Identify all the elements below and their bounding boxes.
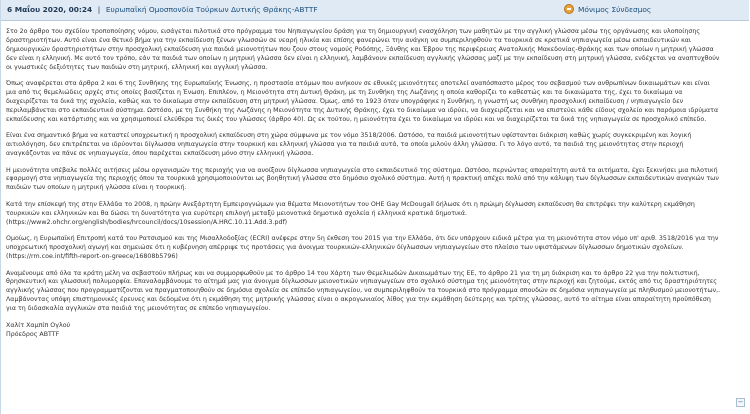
link-icon	[564, 4, 574, 14]
signature-title: Πρόεδρος ABTTF	[6, 330, 60, 338]
meta-separator: |	[97, 5, 101, 14]
post-meta	[7, 5, 318, 14]
body-paragraph-4: Η μειονότητα υπέβαλε πολλές αιτήσεις μέσω οργανισμών της περιοχής για να ανοίξουν δίγλωσσα νηπιαγωγεία στο εκπαιδευτικό της σύστημα. Ωστόσο, περνώντας απαραίτητη αυτά τα αιτήματα, έχει ξεκινήσει μια πιλοτική εφαρμογή στα νηπιαγωγεία της περιοχής όπου τα τουρκικά χρησιμοποιούνται ως βοηθητική γλώσσα στο δημόσιο σχολικό σύστημα. Αυτή η πρακτική απέχει πολύ από την κάλυψη των δίγλωσσων εκπαιδευτικών αναγκών των παιδιών των οποίων η μητρική γλώσσα είναι η τουρκική.	[6, 166, 719, 192]
body-paragraph-7: Αναμένουμε από όλα τα κράτη μέλη να σεβαστούν πλήρως και να συμμορφωθούν με το άρθρο 14 του Χάρτη των Θεμελιωδών Δικαιωμάτων της ΕΕ, το άρθρο 21 για τη μη διάκριση και το άρθρο 22 για την πολιτιστική, θρησκευτική και γλωσσική πολυμορφία. Επαναλαμβάνουμε το αίτημά μας για άνοιγμα δίγλωσσων μειονοτικών νηπιαγωγείων στο σχολικό σύστημα της μειονότητας στην περιοχή και ζητούμε, εκτός από τις δραστηριότητες αγγλικής γλώσσας που προγραμματίζονται να πραγματοποιηθούν σε δημόσια σχολεία σε επίπεδο νηπιαγωγείου, να συμπεριληφθούν τα τουρκικά στο πρόγραμμα σπουδών σε δημόσια νηπιαγωγεία με πληθυσμού μειονοτήτων,. Λαμβάνοντας υπόψη επιστημονικές έρευνες και δεδομένα ότι η εκμάθηση της μητρικής γλώσσας είναι ο ακρογωνιαίος λίθος για την εκμάθηση δεύτερης και τρίτης γλώσσας, αυτό το αίτημα είναι απαραίτητη προϋπόθεση για τη διδασκαλία αγγλικών στα παιδιά της μειονότητας σε επίπεδο νηπιαγωγείου.	[6, 269, 721, 313]
signature-name: Χαλίτ Χαμπίπ Ογλού	[6, 321, 71, 329]
collapse-button[interactable]: −	[737, 398, 744, 406]
post-body	[6, 28, 721, 339]
body-paragraph-3: Είναι ένα σημαντικό βήμα να καταστεί υποχρεωτική η προσχολική εκπαίδευση στη χώρα σύμφωνα με τον νόμο 3518/2006. Ωστόσο, τα παιδιά μειονοτήτων υφίστανται διάκριση καθώς χωρίς συγκεκριμένη και λογική αιτιολόγηση, δεν επιτρέπεται να ιδρύονται δίγλωσσα νηπιαγωγεία στην τουρκική και ελληνική γλώσσα για τα παιδιά αυτά, τα οποία μιλούν άλλη γλώσσα. Γι το λόγο αυτό, τα παιδιά της μειονότητας στην περιοχή αναγκάζονται να πάνε σε νηπιαγωγεία, όπου παρέχεται εκπαίδευση μόνο στην ελληνική γλώσσα.	[6, 132, 692, 158]
post-header	[1, 0, 749, 21]
body-paragraph-5: Κατά την επίσκεψή της στην Ελλάδα το 2008, η πρώην Ανεξάρτητη Εμπειρογνώμων για θέματα Μειονοτήτων του ΟΗΕ Gay McDougall δήλωσε ότι η πρώιμη δίγλωσση εκπαίδευση θα επιτρέψει την καλύτερη εκμάθηση τουρκικών και ελληνικών και θα δώσει τη δυνατότητα για ευρύτερη επιλογή μεταξύ μειονοτικά δημοτικά σχολεία ή ελληνικά κρατικά δημοτικά. (https://www2.ohchr.org/english/bodies/hrcouncil/docs/10session/A.HRC.10.11.Add.3.pdf)	[6, 200, 695, 226]
post-author-link[interactable]: Ευρωπαϊκή Ομοσπονδία Τούρκων Δυτικής Θράκης-ABTTF	[105, 5, 318, 14]
body-paragraph-2: Όπως αναφέρεται στα άρθρα 2 και 6 της Συνθήκης της Ευρωπαϊκής Ένωσης, η προστασία ατόμων που ανήκουν σε εθνικές μειονότητες αποτελεί αναπόσπαστο μέρος του σεβασμού των ανθρωπίνων δικαιωμάτων και είναι μια από τις θεμελιώδεις αρχές στις οποίες βασίζεται η Ένωση. Επιπλέον, η Μειονότητα στη Δυτική Θράκη, με τη Συνθήκη της Λωζάνης η οποία καθορίζει το καθεστώς και τα δικαιώματα της, έχει το δικαίωμα να διαχειρίζεται τα δικά της σχολεία, καθώς και το δικαίωμα στην εκπαίδευση στη μητρική γλώσσα. Όμως, από το 1923 όταν υπογράφηκε η Συνθήκη, η γνωστή ως συνθήκη προσχολική εκπαίδευση / νηπιαγωγείο δεν περιλαμβάνεται στο εκπαιδευτικό σύστημα. Ωστόσο, με τη Συνθήκη της Λωζάνης η Μειονότητα της Δυτικής Θράκης, έχει το δικαίωμα να ιδρύει, να διαχειρίζεται και να επιστεύει κάθε είδους σχολείο και παρόμοια ιδρύματα εκπαίδευσης και κατάρτισης και να χρησιμοποιεί ελεύθερα τις δικές του γλώσσες (άρθρο 40). Ως εκ τούτου, η μειονότητα έχει το δικαίωμα να ιδρύει και να διαχειρίζεται τα δικά της νηπιαγωγεία σε προσχολικό επίπεδο.	[6, 80, 719, 123]
post-date: 6 Μαΐου 2020, 00:24	[7, 5, 93, 14]
body-paragraph-6: Ομοίως, η Ευρωπαϊκή Επιτροπή κατά του Ρατσισμού και της Μισαλλοδοξίας (ECRI) ανέφερε στην 5η έκθεση του 2015 για την Ελλάδα, ότι δεν υπάρχουν ειδικά μέτρα για τη μειονότητα στον νόμο υπ' αριθ. 3518/2016 για την υποχρεωτική προσχολική αγωγή και σημειώσε ότι η κυβέρνηση απέρριψε τις προτάσεις για άνοιγμα τουρκικών-ελληνικών δίγλωσσων νηπιαγωγείων στο πλαίσιο των υφιστάμενων δίγλωσσων δημοτικών σχολείων. (https://rm.coe.int/fifth-report-on-greece/16808b5796)	[6, 235, 719, 260]
permalink-label: Μόνιμος Σύνδεσμος	[578, 4, 652, 14]
permalink-link[interactable]	[564, 4, 651, 14]
body-paragraph-1: Στο 2ο άρθρο του σχεδίου τροποποίησης νόμου, εισάγεται πιλοτικά στο πρόγραμμα του Νηπιαγωγείου δράση για τη δημιουργική ενασχόληση των μαθητών με την αγγλική γλώσσα μέσω της οργάνωσης και υλοποίησης δραστηριοτήτων. Αυτό είναι ένα θετικό βήμα για την εκπαίδευση ξένων γλωσσών σε νεαρή ηλικία και επίσης φανερώνει την ανάγκη να συμπεριληφθούν τα τουρκικά σε κρατικά νηπιαγωγεία μέσω εκπαιδευτικών και δημιουργικών δραστηριοτήτων στην προσχολική εκπαίδευση για παιδιά μειονοτήτων που ζουν στους νομούς Ροδόπης, Ξάνθης και Έβρου της περιφέρειας Ανατολικής Μακεδονίας-Θράκης και των οποίων η μητρική γλώσσα δεν είναι η ελληνική. Με αυτό τον τρόπο, εάν τα παιδιά των οποίων η μητρική γλώσσα δεν είναι η ελληνική, λαμβάνουν εκπαίδευση αγγλικής γλώσσας μαζί με την εκπαίδευση στη μητρική γλώσσα, ενδέχεται να αναπτυχθούν οι γνωστικές δεξιότητες των παιδιών στη μητρική, ελληνική και αγγλική γλώσσα.	[6, 28, 720, 71]
